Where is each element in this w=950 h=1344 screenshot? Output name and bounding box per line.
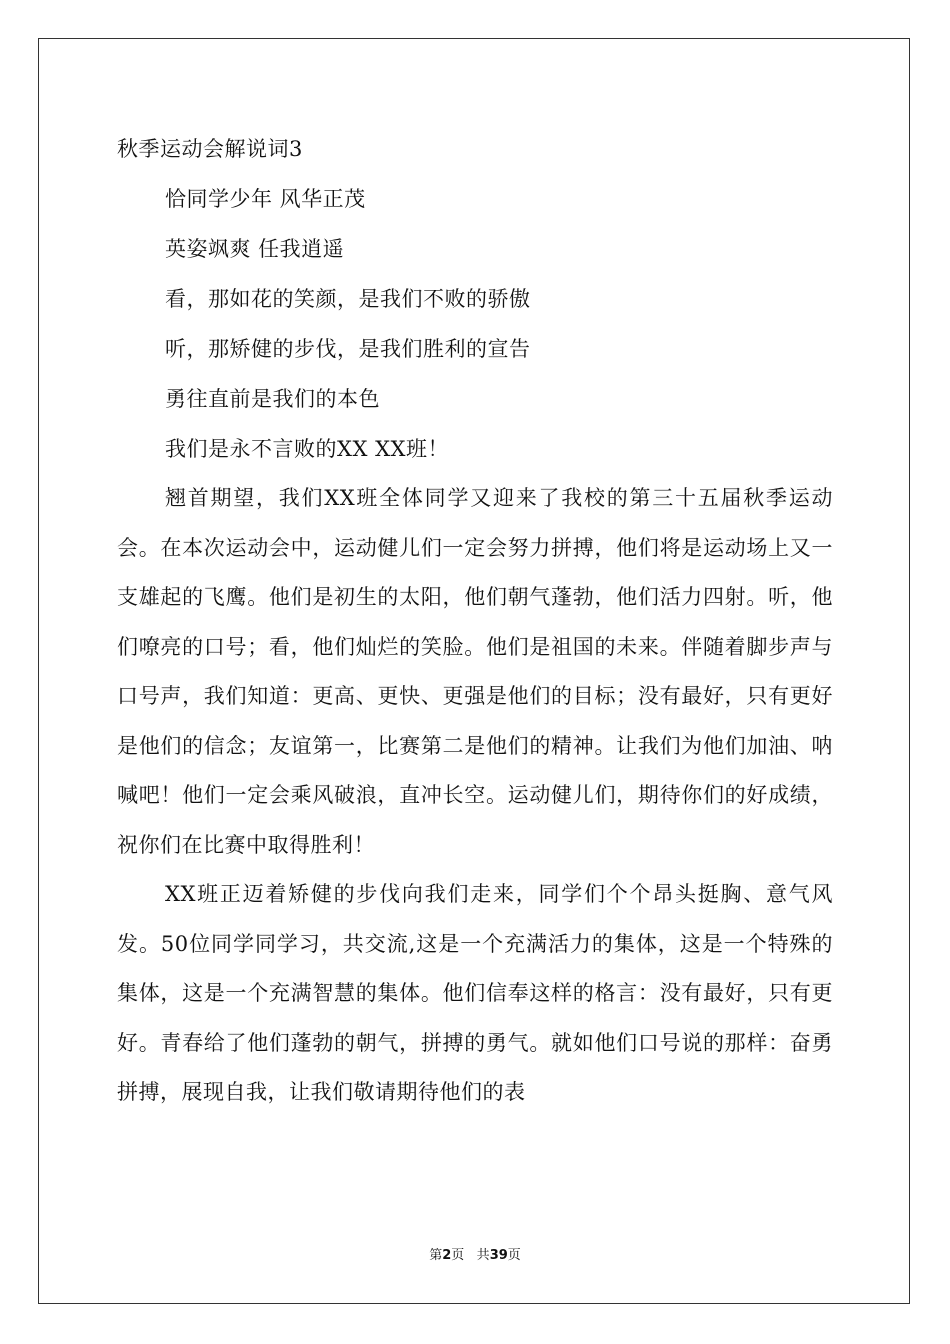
page-number: 2 bbox=[442, 1248, 452, 1263]
paragraph: XX班正迈着矫健的步伐向我们走来，同学们个个昂头挺胸、意气风发。50位同学同学习，共交流,这是一个充满活力的集体，这是一个特殊的集体，这是一个充满智慧的集体。他们信奉这样的格言：没有最好，只有更好。青春给了他们蓬勃的朝气，拼搏的勇气。就如他们口号说的那样：奋勇拼搏，展现自我，让我们敬请期待他们的表 bbox=[117, 882, 833, 1104]
poem-line: 恰同学少年 风华正茂 bbox=[165, 187, 366, 211]
page-footer bbox=[0, 1244, 950, 1263]
poem-line: 我们是永不言败的XX XX班！ bbox=[165, 437, 449, 461]
poem-line: 听，那矫健的步伐，是我们胜利的宣告 bbox=[165, 337, 531, 361]
total-prefix: 共 bbox=[476, 1248, 490, 1263]
poem-line: 英姿飒爽 任我逍遥 bbox=[165, 237, 345, 261]
paragraph: 翘首期望，我们XX班全体同学又迎来了我校的第三十五届秋季运动会。在本次运动会中，运动健儿们一定会努力拼搏，他们将是运动场上又一支雄起的飞鹰。他们是初生的太阳，他们朝气蓬勃，他们活力四射。听，他们嘹亮的口号；看，他们灿烂的笑脸。他们是祖国的未来。伴随着脚步声与口号声，我们知道：更高、更快、更强是他们的目标；没有最好，只有更好是他们的信念；友谊第一，比赛第二是他们的精神。让我们为他们加油、呐喊吧！他们一定会乘风破浪，直冲长空。运动健儿们，期待你们的好成绩，祝你们在比赛中取得胜利！ bbox=[117, 486, 833, 857]
total-pages: 39 bbox=[489, 1248, 508, 1263]
page-suffix: 页 bbox=[451, 1248, 465, 1263]
total-suffix: 页 bbox=[507, 1248, 521, 1263]
document-title: 秋季运动会解说词3 bbox=[117, 137, 303, 161]
page-prefix: 第 bbox=[429, 1248, 443, 1263]
poem-line: 勇往直前是我们的本色 bbox=[165, 387, 380, 411]
document-body bbox=[117, 124, 833, 1118]
poem-line: 看，那如花的笑颜，是我们不败的骄傲 bbox=[165, 287, 531, 311]
